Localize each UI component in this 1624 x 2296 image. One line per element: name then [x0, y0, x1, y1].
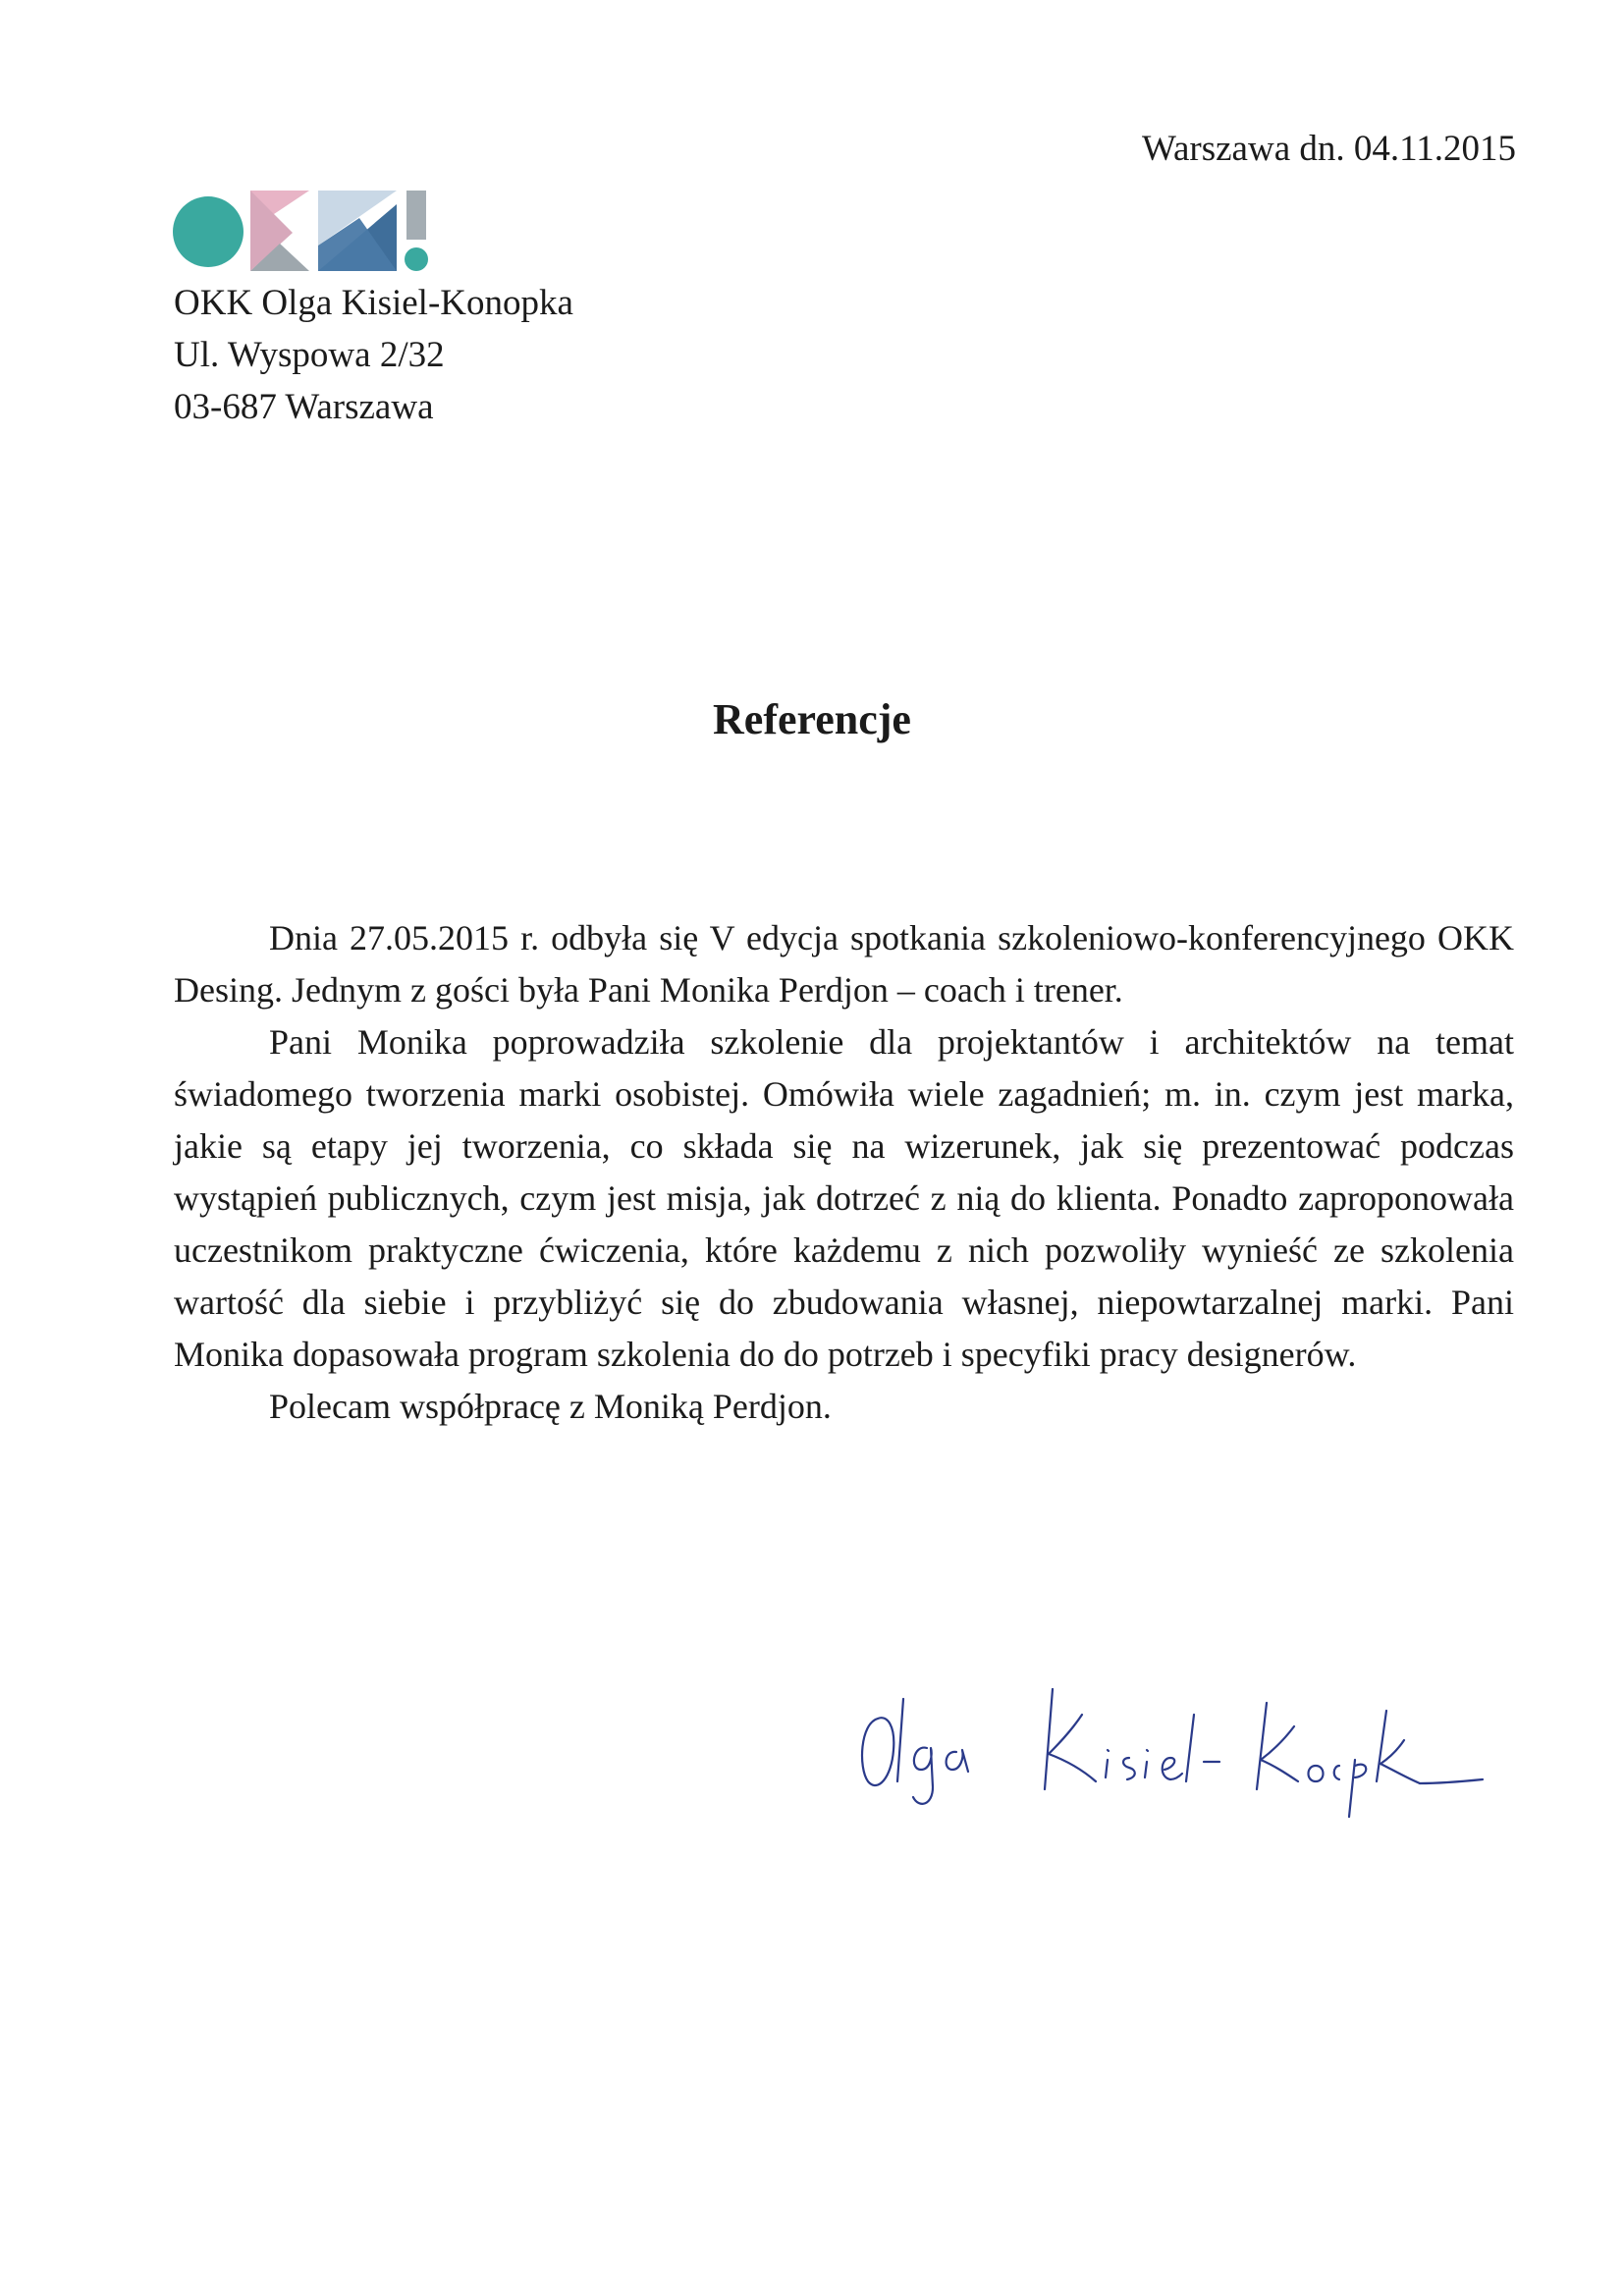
- logo-circle-shape: [173, 196, 244, 267]
- sender-name: OKK Olga Kisiel-Konopka: [174, 283, 573, 323]
- paragraph: Polecam współpracę z Moniką Perdjon.: [269, 1387, 832, 1426]
- sender-city: 03-687 Warszawa: [174, 387, 434, 427]
- paragraph: Pani Monika poprowadziła szkolenie dla projektantów i architektów na temat świadomego tworzenia marki osobistej. Omówiła wiele zagadnień; m. in. czym jest marka, jakie są etapy jej tworzenia, co składa się na wizerunek, jak się prezentować podczas wystąpień publicznych, czym jest misja, jak dotrzeć z nią do klienta. Ponadto zaproponowała uczestnikom praktyczne ćwiczenia, które każdemu z nich pozwoliły wynieść ze szkolenia wartość dla siebie i przybliżyć się do zbudowania własnej, niepowtarzalnej marki. Pani Monika dopasowała program szkolenia do do potrzeb i specyfiki pracy designerów.: [174, 1022, 1514, 1374]
- sender-address: [174, 277, 573, 433]
- logo-bar-shape: [406, 191, 426, 240]
- document-title: Referencje: [713, 695, 911, 743]
- okk-logo: [173, 187, 467, 275]
- logo-dot-shape: [405, 247, 428, 271]
- paragraph: Dnia 27.05.2015 r. odbyła się V edycja spotkania szkoleniowo-konferencyjnego OKK Desing. Jednym z gości była Pani Monika Perdjon – coach i trener.: [174, 918, 1514, 1010]
- letter-body: [174, 912, 1514, 1433]
- handwritten-signature: [854, 1679, 1492, 1827]
- date-line: Warszawa dn. 04.11.2015: [1142, 129, 1516, 169]
- sender-street: Ul. Wyspowa 2/32: [174, 335, 445, 375]
